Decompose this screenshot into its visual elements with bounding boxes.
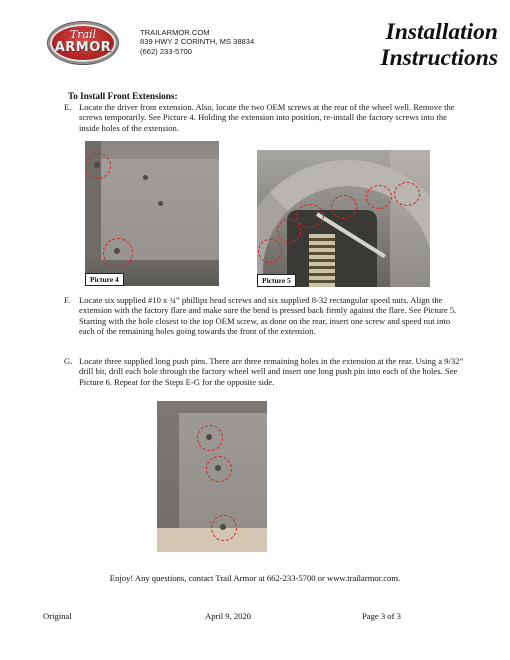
address-phone: (662) 233-5700 bbox=[140, 46, 192, 56]
screw-hole bbox=[158, 201, 163, 206]
step-text: Locate three supplied long push pins. There are three remaining holes in the extension at the rear. Using a 9/32” drill bit, drill each hole through the factory wheel well and insert one long push pin into each of the holes. See Picture 6. Repeat for the Steps E-G for the opposite side. bbox=[79, 356, 464, 387]
step-letter: E. bbox=[64, 102, 72, 112]
footer-page-number: Page 3 of 3 bbox=[362, 611, 401, 621]
footer-version: Original bbox=[43, 611, 72, 621]
document-title bbox=[380, 19, 498, 71]
step-letter: G. bbox=[64, 356, 73, 366]
picture-5-caption: Picture 5 bbox=[257, 274, 296, 287]
picture-6-photo bbox=[157, 401, 267, 552]
highlight-circle bbox=[197, 425, 223, 451]
step-g bbox=[64, 356, 464, 396]
contact-note: Enjoy! Any questions, contact Trail Armor at 662-233-5700 or www.trailarmor.com. bbox=[109, 573, 401, 583]
title-line-2: Instructions bbox=[380, 45, 498, 71]
screw-hole bbox=[143, 175, 148, 180]
logo-text-trail: Trail bbox=[69, 28, 97, 41]
address-website: TRAILARMOR.COM bbox=[140, 28, 210, 37]
company-address bbox=[140, 28, 254, 56]
step-letter: F. bbox=[64, 295, 71, 305]
section-heading: To Install Front Extensions: bbox=[68, 91, 178, 101]
step-text: Locate the driver front extension. Also, locate the two OEM screws at the rear of the wheel well. Remove the screws temporarily. See Picture 4. Holding the extension into position, re-install the factory screws into the inside holes of the extension. bbox=[79, 102, 455, 133]
highlight-circle bbox=[211, 515, 237, 541]
highlight-circle bbox=[85, 153, 111, 179]
step-e bbox=[64, 102, 464, 136]
highlight-circle bbox=[296, 204, 324, 228]
address-street: 839 HWY 2 CORINTH, MS 38834 bbox=[140, 37, 255, 47]
highlight-circle bbox=[331, 195, 357, 219]
highlight-circle bbox=[103, 238, 133, 268]
highlight-circle bbox=[206, 456, 232, 482]
picture-4-caption: Picture 4 bbox=[85, 273, 124, 286]
logo-text-armor: ARMOR bbox=[54, 40, 112, 55]
highlight-circle bbox=[366, 185, 392, 209]
step-f bbox=[64, 295, 464, 355]
picture-5-photo bbox=[257, 150, 430, 287]
step-text: Locate six supplied #10 x ¾” phillips head screws and six supplied 8-32 rectangular speed nuts. Align the extension with the factory flare and make sure the bend is pressed back firmly against the flare. See Picture 5. Starting with the hole closest to the top OEM screw, as done on the rear, insert one screw and speed nut into each of the remaining holes going towards the front of the extension. bbox=[79, 295, 457, 336]
shock-spring bbox=[309, 234, 335, 287]
highlight-circle bbox=[258, 239, 282, 263]
highlight-circle bbox=[394, 182, 420, 206]
footer-date: April 9, 2020 bbox=[205, 611, 252, 621]
title-line-1: Installation bbox=[385, 19, 498, 45]
picture-4-photo bbox=[85, 141, 219, 286]
trail-armor-logo bbox=[48, 22, 118, 64]
